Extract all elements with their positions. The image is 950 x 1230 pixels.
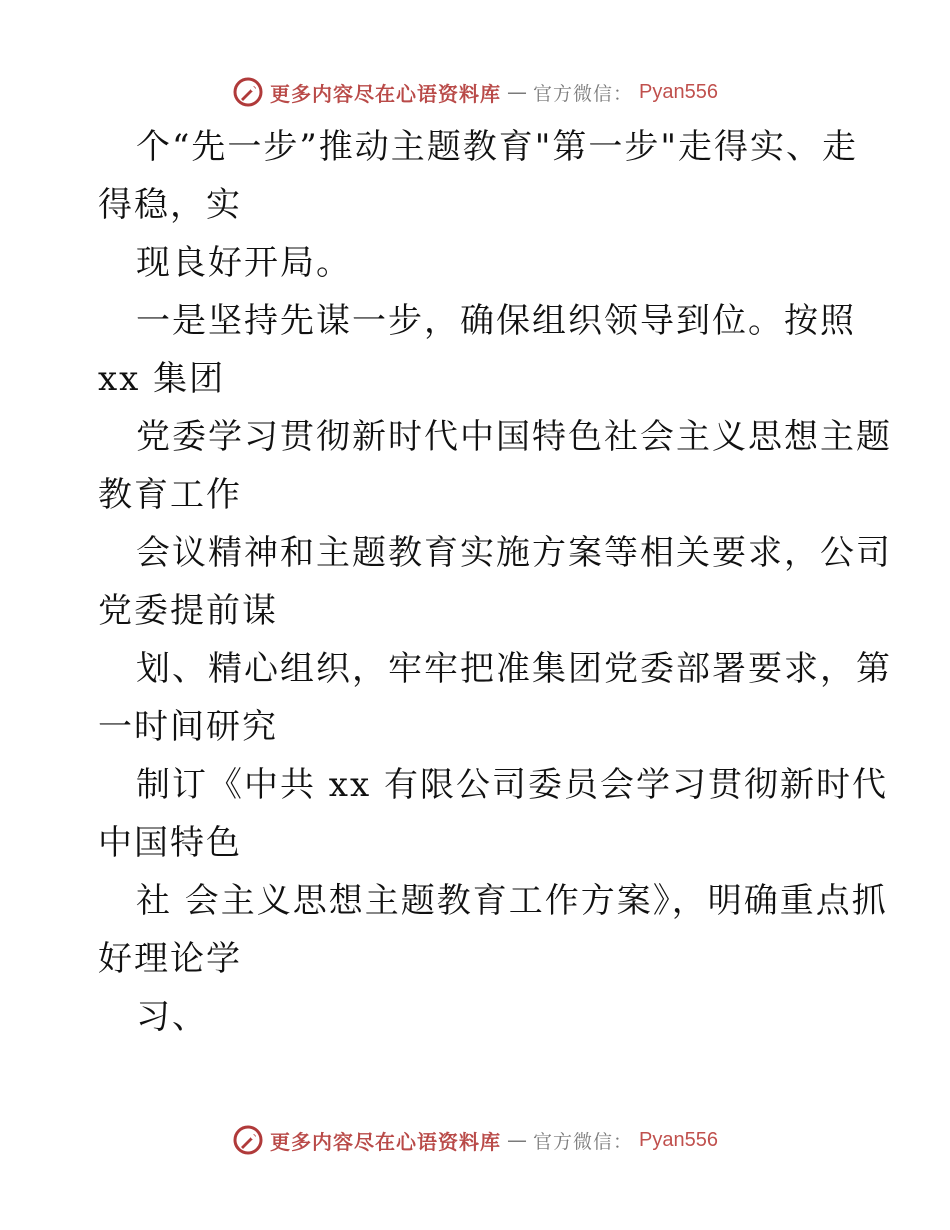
body-line-13: 中国特色 (98, 823, 242, 863)
body-line-3: 现良好开局。 (136, 243, 352, 283)
body-line-8: 会议精神和主题教育实施方案等相关要求，公司 (136, 533, 892, 573)
body-line-11: 一时间研究 (98, 707, 278, 747)
body-line-9: 党委提前谋 (98, 591, 278, 631)
watermark-id: Pyan556 (639, 80, 718, 103)
body-line-7: 教育工作 (98, 475, 242, 515)
watermark-label: 官方微信： (533, 82, 634, 105)
body-line-12: 制订《中共 xx 有限公司委员会学习贯彻新时代 (136, 765, 888, 805)
pen-nib-logo-icon (232, 76, 264, 108)
body-line-16: 习、 (136, 997, 208, 1037)
watermark-label: 官方微信： (533, 1130, 634, 1153)
header-watermark (0, 72, 950, 112)
watermark-main-text: 更多内容尽在心语资料库 (270, 81, 501, 106)
body-line-15: 好理论学 (98, 939, 242, 979)
watermark-dash: — (507, 80, 527, 104)
body-line-4: 一是坚持先谋一步，确保组织领导到位。按照 (136, 301, 856, 341)
watermark-id: Pyan556 (639, 1128, 718, 1151)
document-body (98, 118, 892, 1046)
body-line-2: 得稳，实 (98, 185, 242, 225)
body-line-14: 社 会主义思想主题教育工作方案》，明确重点抓 (136, 881, 888, 921)
pen-nib-logo-icon (232, 1124, 264, 1156)
body-line-6: 党委学习贯彻新时代中国特色社会主义思想主题 (136, 417, 892, 457)
watermark-dash: — (507, 1128, 527, 1152)
body-line-10: 划、精心组织，牢牢把准集团党委部署要求，第 (136, 649, 892, 689)
body-line-1: 个“先一步”推动主题教育"第一步"走得实、走 (136, 127, 859, 167)
footer-watermark (0, 1120, 950, 1160)
watermark-main-text: 更多内容尽在心语资料库 (270, 1129, 501, 1154)
body-line-5: xx 集团 (98, 359, 226, 399)
